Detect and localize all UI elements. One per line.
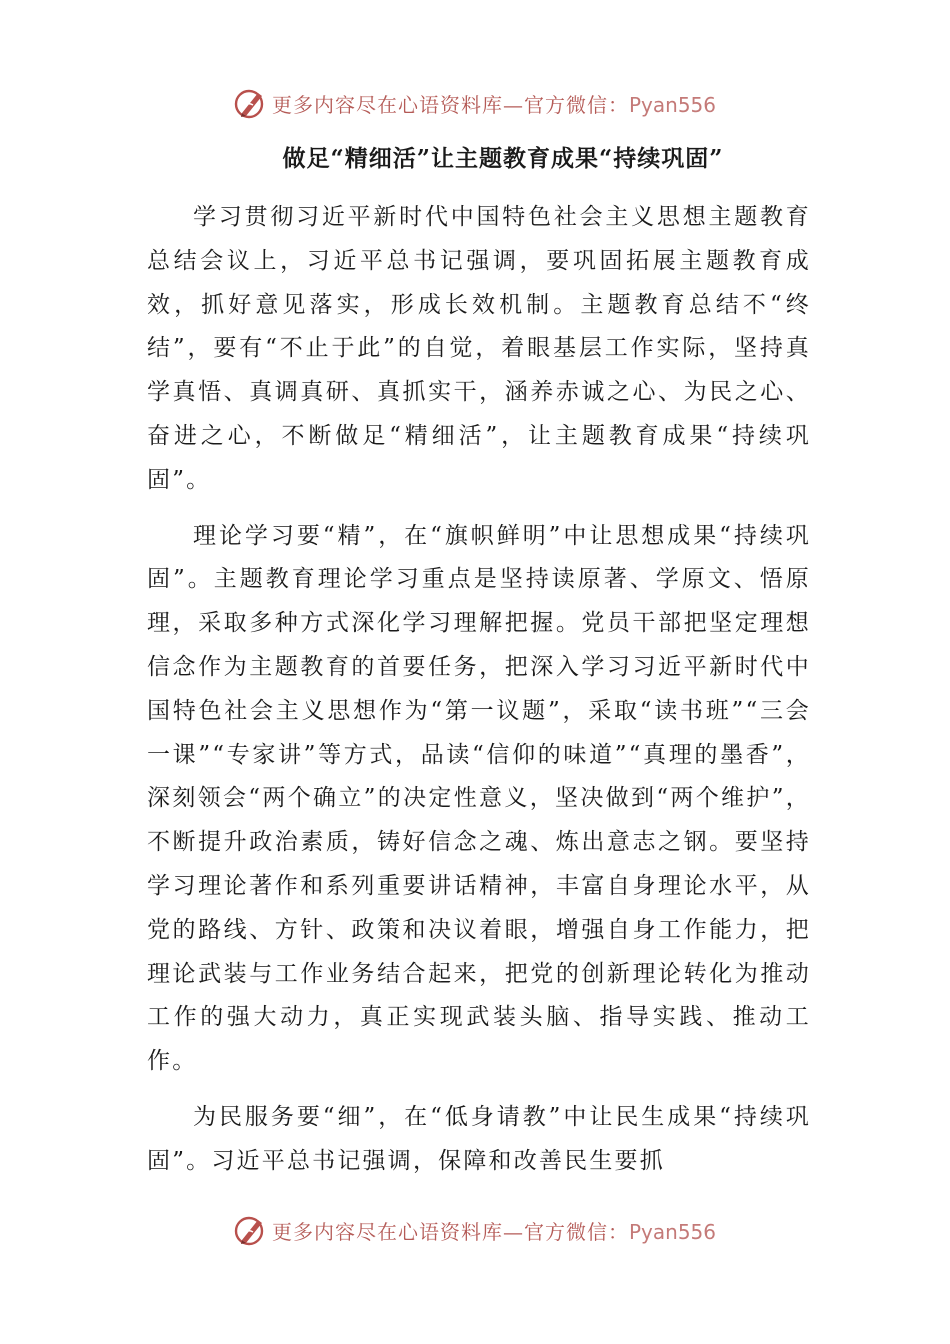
paragraph: 学习贯彻习近平新时代中国特色社会主义思想主题教育总结会议上，习近平总书记强调，要巩固拓展主题教育成效，抓好意见落实，形成长效机制。主题教育总结不“终结”，要有“不止于此”的自觉，着眼基层工作实际，坚持真学真悟、真调真研、真抓实干，涵养赤诚之心、为民之心、奋进之心，不断做足“精细活”，让主题教育成果“持续巩固”。 xyxy=(147,204,811,493)
pen-in-circle-icon xyxy=(234,1213,268,1247)
pen-in-circle-icon xyxy=(234,86,268,120)
document-body xyxy=(147,196,811,1196)
banner-dash: — xyxy=(502,1219,524,1244)
header-banner[interactable] xyxy=(0,83,950,123)
banner-label: 官方微信： xyxy=(523,1219,629,1244)
banner-text xyxy=(272,89,716,118)
document-title: 做足“精细活”让主题教育成果“持续巩固” xyxy=(282,145,724,172)
paragraph: 为民服务要“细”，在“低身请教”中让民生成果“持续巩固”。习近平总书记强调，保障和改善民生要抓 xyxy=(147,1103,811,1174)
banner-text xyxy=(272,1216,716,1245)
banner-label: 官方微信： xyxy=(523,92,629,117)
banner-account: Pyan556 xyxy=(628,1219,716,1244)
banner-prefix: 更多内容尽在心语资料库 xyxy=(271,1219,503,1244)
banner-dash: — xyxy=(502,92,524,117)
banner-account: Pyan556 xyxy=(628,92,716,117)
footer-banner[interactable] xyxy=(0,1210,950,1250)
banner-prefix: 更多内容尽在心语资料库 xyxy=(271,92,503,117)
paragraph: 理论学习要“精”，在“旗帜鲜明”中让思想成果“持续巩固”。主题教育理论学习重点是坚持读原著、学原文、悟原理，采取多种方式深化学习理解把握。党员干部把坚定理想信念作为主题教育的首要任务，把深入学习习近平新时代中国特色社会主义思想作为“第一议题”，采取“读书班”“三会一课”“专家讲”等方式，品读“信仰的味道”“真理的墨香”，深刻领会“两个确立”的决定性意义，坚决做到“两个维护”，不断提升政治素质，铸好信念之魂、炼出意志之钢。要坚持学习理论著作和系列重要讲话精神，丰富自身理论水平，从党的路线、方针、政策和决议着眼，增强自身工作能力，把理论武装与工作业务结合起来，把党的创新理论转化为推动工作的强大动力，真正实现武装头脑、指导实践、推动工作。 xyxy=(147,522,811,1075)
